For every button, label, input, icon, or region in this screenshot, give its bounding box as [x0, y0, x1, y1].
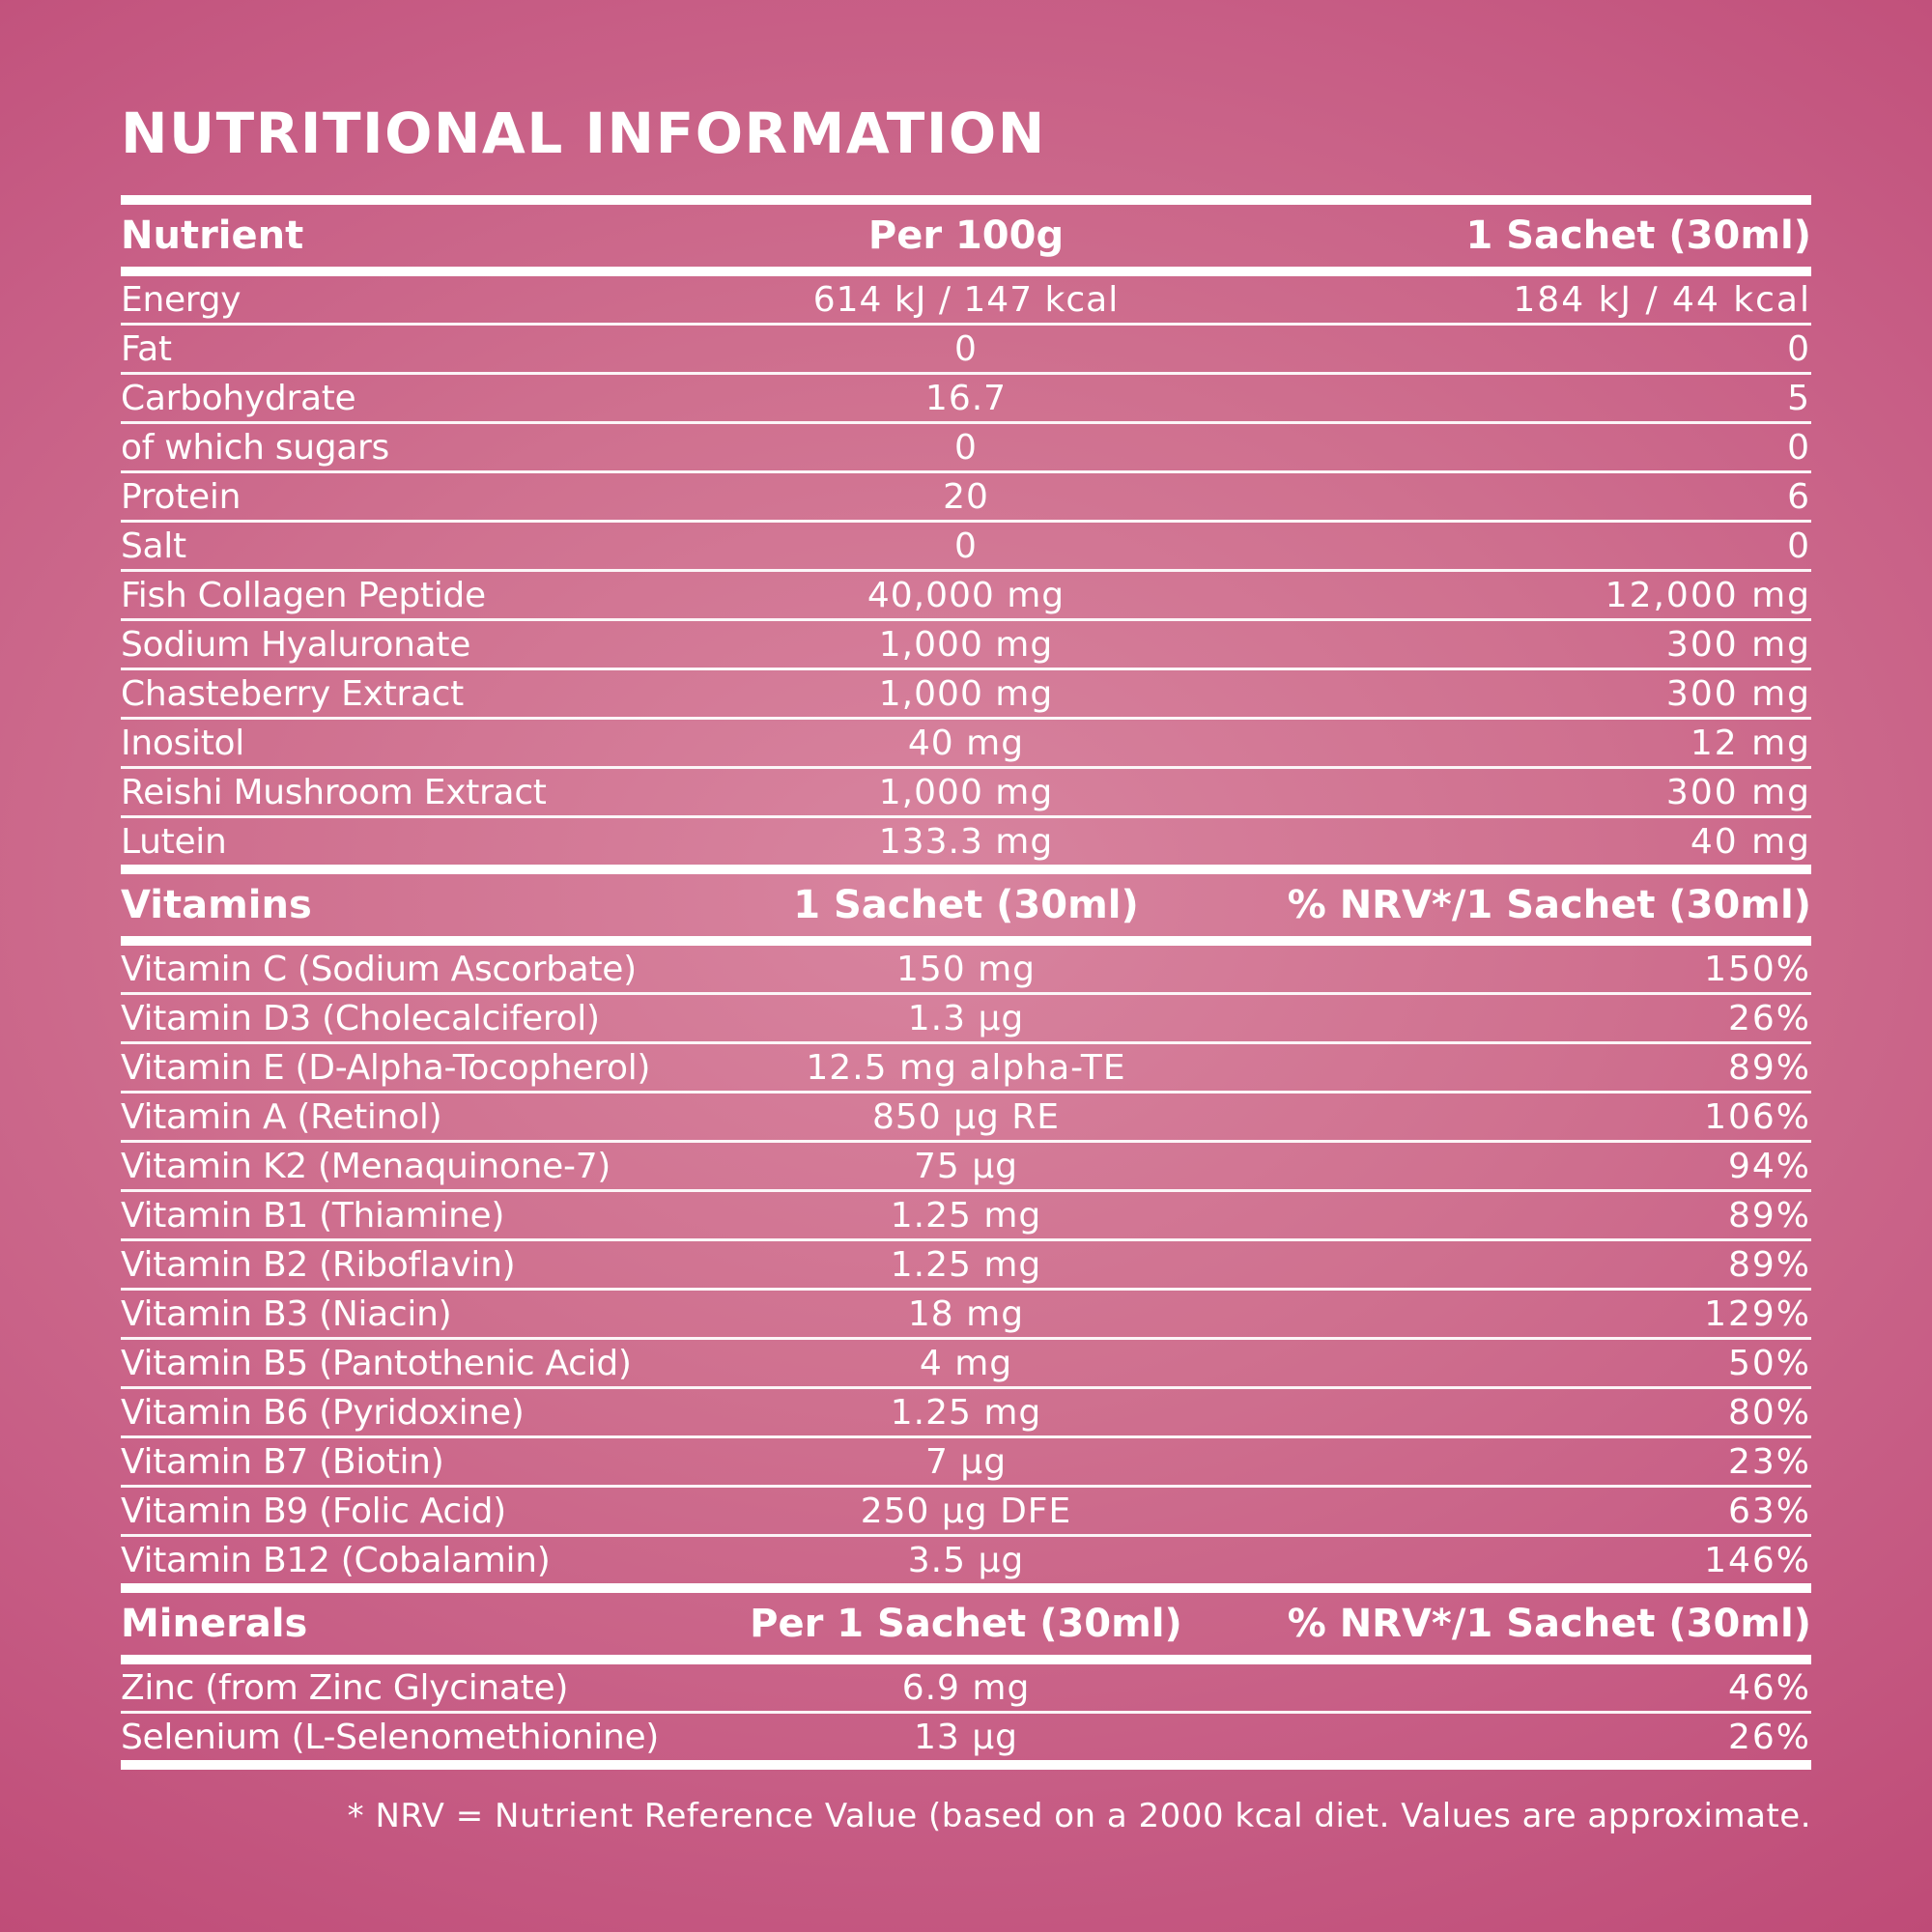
table-row: [121, 375, 1811, 424]
row-label: Fish Collagen Peptide: [121, 575, 486, 615]
row-value-right: 0: [1787, 427, 1811, 468]
row-value-right: 146%: [1704, 1540, 1811, 1580]
row-label: Vitamin B9 (Folic Acid): [121, 1491, 506, 1531]
row-value-mid: 1.25 mg: [890, 1195, 1042, 1236]
footnote: * NRV = Nutrient Reference Value (based on a 2000 kcal diet. Values are approximate.: [347, 1797, 1811, 1835]
row-value-right: 80%: [1727, 1392, 1811, 1433]
row-value-mid: 1.3 µg: [907, 998, 1025, 1038]
row-value-mid: 13 µg: [913, 1717, 1018, 1757]
row-value-mid: 20: [943, 476, 989, 517]
row-value-right: 300 mg: [1665, 673, 1811, 714]
table-row: [121, 276, 1811, 326]
row-value-right: 94%: [1727, 1146, 1811, 1186]
row-value-right: 26%: [1727, 998, 1811, 1038]
table-row: [121, 1094, 1811, 1143]
page-title: NUTRITIONAL INFORMATION: [121, 100, 1046, 166]
row-value-mid: 1.25 mg: [890, 1392, 1042, 1433]
row-value-right: 46%: [1727, 1667, 1811, 1708]
table-row: [121, 720, 1811, 769]
row-label: Vitamin B12 (Cobalamin): [121, 1540, 551, 1580]
header-cell: Minerals: [121, 1602, 308, 1646]
row-label: Vitamin C (Sodium Ascorbate): [121, 949, 637, 989]
row-label: Selenium (L-Selenomethionine): [121, 1717, 660, 1757]
row-value-mid: 850 µg RE: [871, 1096, 1061, 1137]
section-header-row: [121, 195, 1811, 276]
table-row: [121, 1389, 1811, 1438]
row-value-mid: 1,000 mg: [878, 772, 1054, 812]
row-label: Inositol: [121, 723, 244, 763]
table-row: [121, 424, 1811, 473]
row-value-right: 300 mg: [1665, 772, 1811, 812]
table-row: [121, 326, 1811, 375]
row-value-mid: 0: [954, 328, 978, 369]
row-value-right: 89%: [1727, 1047, 1811, 1088]
row-label: Energy: [121, 279, 242, 320]
table-row: [121, 769, 1811, 818]
row-value-right: 12 mg: [1690, 723, 1811, 763]
row-label: Carbohydrate: [121, 378, 356, 418]
row-value-right: 12,000 mg: [1605, 575, 1811, 615]
table-row: [121, 1291, 1811, 1340]
table-row: [121, 818, 1811, 865]
section-header-row: [121, 865, 1811, 946]
table-row: [121, 1537, 1811, 1583]
table-row: [121, 621, 1811, 670]
row-label: Vitamin B1 (Thiamine): [121, 1195, 505, 1236]
row-label: Vitamin K2 (Menaquinone-7): [121, 1146, 611, 1186]
header-cell: Per 1 Sachet (30ml): [750, 1602, 1182, 1646]
row-value-right: 106%: [1704, 1096, 1811, 1137]
table-row: [121, 670, 1811, 720]
row-label: Vitamin B5 (Pantothenic Acid): [121, 1343, 632, 1383]
row-label: Reishi Mushroom Extract: [121, 772, 547, 812]
row-value-mid: 1,000 mg: [878, 673, 1054, 714]
row-value-mid: 614 kJ / 147 kcal: [812, 279, 1120, 320]
row-value-mid: 40 mg: [907, 723, 1025, 763]
table-row: [121, 572, 1811, 621]
row-label: Chasteberry Extract: [121, 673, 464, 714]
table-row: [121, 1438, 1811, 1488]
row-label: Vitamin D3 (Cholecalciferol): [121, 998, 600, 1038]
row-value-mid: 16.7: [924, 378, 1008, 418]
table-row: [121, 1143, 1811, 1192]
row-value-mid: 1,000 mg: [878, 624, 1054, 665]
row-value-mid: 250 µg DFE: [860, 1491, 1072, 1531]
table-row: [121, 1488, 1811, 1537]
table-row: [121, 946, 1811, 995]
section-rows: [121, 1664, 1811, 1770]
row-value-right: 150%: [1704, 949, 1811, 989]
row-value-right: 89%: [1727, 1244, 1811, 1285]
row-value-mid: 18 mg: [907, 1293, 1025, 1334]
row-value-mid: 133.3 mg: [878, 821, 1054, 862]
row-label: Protein: [121, 476, 242, 517]
row-value-right: 184 kJ / 44 kcal: [1513, 279, 1811, 320]
header-cell: 1 Sachet (30ml): [1465, 213, 1811, 258]
header-cell: % NRV*/1 Sachet (30ml): [1287, 1602, 1811, 1646]
header-cell: Vitamins: [121, 883, 312, 927]
header-cell: % NRV*/1 Sachet (30ml): [1287, 883, 1811, 927]
table-row: [121, 523, 1811, 572]
row-label: Vitamin A (Retinol): [121, 1096, 442, 1137]
row-value-right: 0: [1787, 328, 1811, 369]
table-row: [121, 1664, 1811, 1714]
section-rows: [121, 946, 1811, 1583]
row-value-mid: 75 µg: [913, 1146, 1018, 1186]
row-value-right: 5: [1787, 378, 1811, 418]
row-value-mid: 40,000 mg: [867, 575, 1065, 615]
row-value-mid: 0: [954, 526, 978, 566]
row-label: Salt: [121, 526, 186, 566]
header-cell: Per 100g: [867, 213, 1065, 258]
row-label: Vitamin E (D-Alpha-Tocopherol): [121, 1047, 651, 1088]
row-value-right: 63%: [1727, 1491, 1811, 1531]
row-value-right: 89%: [1727, 1195, 1811, 1236]
row-label: of which sugars: [121, 427, 389, 468]
section-nutrients: [121, 195, 1811, 865]
row-value-mid: 7 µg: [924, 1441, 1008, 1482]
row-label: Fat: [121, 328, 172, 369]
table-row: [121, 995, 1811, 1044]
row-label: Vitamin B7 (Biotin): [121, 1441, 444, 1482]
table-row: [121, 473, 1811, 523]
header-cell: 1 Sachet (30ml): [793, 883, 1139, 927]
row-value-right: 0: [1787, 526, 1811, 566]
row-value-right: 26%: [1727, 1717, 1811, 1757]
row-value-right: 300 mg: [1665, 624, 1811, 665]
row-value-mid: 6.9 mg: [901, 1667, 1031, 1708]
row-label: Vitamin B2 (Riboflavin): [121, 1244, 516, 1285]
row-label: Lutein: [121, 821, 227, 862]
table-row: [121, 1340, 1811, 1389]
table-row: [121, 1192, 1811, 1241]
section-minerals: [121, 1583, 1811, 1770]
row-label: Vitamin B6 (Pyridoxine): [121, 1392, 525, 1433]
row-label: Sodium Hyaluronate: [121, 624, 471, 665]
row-label: Zinc (from Zinc Glycinate): [121, 1667, 569, 1708]
row-value-mid: 150 mg: [895, 949, 1037, 989]
row-value-mid: 1.25 mg: [890, 1244, 1042, 1285]
row-value-right: 50%: [1727, 1343, 1811, 1383]
section-header-row: [121, 1583, 1811, 1664]
row-label: Vitamin B3 (Niacin): [121, 1293, 452, 1334]
row-value-right: 6: [1787, 476, 1811, 517]
row-value-mid: 3.5 µg: [907, 1540, 1025, 1580]
row-value-right: 40 mg: [1690, 821, 1811, 862]
table-row: [121, 1044, 1811, 1094]
row-value-mid: 12.5 mg alpha-TE: [806, 1047, 1126, 1088]
section-rows: [121, 276, 1811, 865]
row-value-right: 23%: [1727, 1441, 1811, 1482]
tables-container: [121, 195, 1811, 1770]
table-row: [121, 1714, 1811, 1760]
header-cell: Nutrient: [121, 213, 304, 258]
table-row: [121, 1241, 1811, 1291]
section-vitamins: [121, 865, 1811, 1583]
row-value-mid: 4 mg: [919, 1343, 1013, 1383]
row-value-mid: 0: [954, 427, 978, 468]
row-value-right: 129%: [1704, 1293, 1811, 1334]
